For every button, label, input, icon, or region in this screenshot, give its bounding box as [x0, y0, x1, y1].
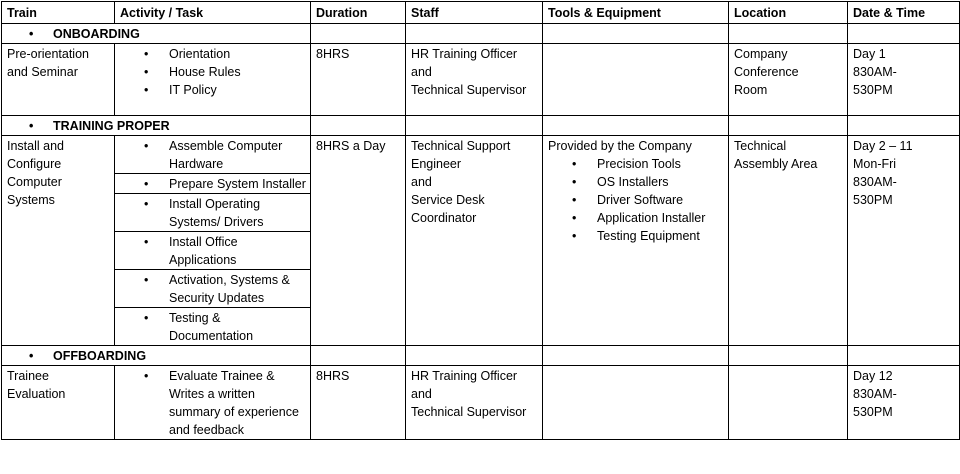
date-line: 830AM- [853, 175, 897, 189]
list-item: • Install Office Applications [120, 233, 306, 269]
section-row-offboarding [2, 346, 960, 366]
list-item: • Assemble Computer Hardware [120, 137, 306, 173]
training-plan-table [1, 1, 960, 440]
bullet-icon: • [29, 349, 34, 363]
staff-line: HR Training Officer [411, 47, 518, 61]
empty-cell [543, 24, 729, 44]
date-line: Day 1 [853, 47, 886, 61]
activity-cell [115, 366, 311, 440]
date-line: 530PM [853, 193, 893, 207]
list-item: • Activation, Systems & Security Updates [120, 271, 306, 307]
activity-cell [115, 136, 311, 174]
activity-cell [115, 232, 311, 270]
staff-line: Service Desk [411, 193, 485, 207]
location-cell [729, 44, 848, 116]
location-cell [729, 366, 848, 440]
date-time-cell [848, 136, 960, 346]
activity-list [120, 367, 306, 439]
date-line: Mon-Fri [853, 157, 897, 171]
list-item: • Prepare System Installer [120, 175, 306, 193]
bullet-icon: • [29, 119, 34, 133]
activity-cell [115, 44, 311, 116]
empty-cell [729, 346, 848, 366]
list-item: • IT Policy [120, 81, 306, 99]
staff-line: and [411, 65, 432, 79]
date-line: 530PM [853, 405, 893, 419]
staff-cell [406, 44, 543, 116]
section-title-training: • TRAINING PROPER [2, 116, 311, 136]
section-row-onboarding [2, 24, 960, 44]
empty-cell [406, 24, 543, 44]
staff-line: and [411, 387, 432, 401]
empty-cell [406, 346, 543, 366]
tools-cell [543, 366, 729, 440]
date-line: 830AM- [853, 65, 897, 79]
list-item: • Precision Tools [548, 155, 724, 173]
location-line: Technical [734, 139, 787, 153]
table-row-onboarding [2, 44, 960, 116]
date-time-cell [848, 44, 960, 116]
date-line: 830AM- [853, 387, 897, 401]
header-tools: Tools & Equipment [543, 2, 729, 24]
duration-cell: 8HRS [311, 44, 406, 116]
header-row [2, 2, 960, 24]
activity-list [120, 137, 306, 173]
header-staff: Staff [406, 2, 543, 24]
empty-cell [729, 116, 848, 136]
list-item: • Application Installer [548, 209, 724, 227]
staff-line: HR Training Officer [411, 369, 518, 383]
empty-cell [848, 346, 960, 366]
list-item: • OS Installers [548, 173, 724, 191]
list-item: • Install Operating Systems/ Drivers [120, 195, 306, 231]
tools-list [548, 155, 724, 245]
header-date-time: Date & Time [848, 2, 960, 24]
list-item: • Orientation [120, 45, 306, 63]
location-line: Assembly Area [734, 157, 818, 171]
list-item: • Testing Equipment [548, 227, 724, 245]
staff-line: Technical Support [411, 139, 511, 153]
date-line: Day 2 – 11 [853, 139, 913, 153]
bullet-icon: • [29, 27, 34, 41]
empty-cell [543, 346, 729, 366]
header-location: Location [729, 2, 848, 24]
empty-cell [311, 116, 406, 136]
location-line: Conference [734, 65, 799, 79]
empty-cell [848, 24, 960, 44]
activity-list [120, 175, 306, 193]
section-row-training [2, 116, 960, 136]
activity-list [120, 45, 306, 99]
tools-intro: Provided by the Company [548, 139, 692, 153]
table-row-training [2, 136, 960, 174]
activity-cell [115, 308, 311, 346]
date-line: Day 12 [853, 369, 893, 383]
date-line: 530PM [853, 83, 893, 97]
location-cell [729, 136, 848, 346]
empty-cell [311, 346, 406, 366]
section-title-onboarding: • ONBOARDING [2, 24, 311, 44]
date-time-cell [848, 366, 960, 440]
table-row-offboarding [2, 366, 960, 440]
header-activity: Activity / Task [115, 2, 311, 24]
activity-cell [115, 270, 311, 308]
train-cell: Install and Configure Computer Systems [2, 136, 115, 346]
staff-line: Technical Supervisor [411, 83, 527, 97]
list-item: • Driver Software [548, 191, 724, 209]
location-line: Company [734, 47, 788, 61]
activity-list [120, 195, 306, 231]
list-item: • Evaluate Trainee & Writes a written summary of experience and feedback [120, 367, 306, 439]
list-item: • Testing & Documentation [120, 309, 306, 345]
train-cell: Pre-orientation and Seminar [2, 44, 115, 116]
section-title-offboarding: • OFFBOARDING [2, 346, 311, 366]
header-duration: Duration [311, 2, 406, 24]
empty-cell [311, 24, 406, 44]
staff-line: Technical Supervisor [411, 405, 527, 419]
staff-cell [406, 366, 543, 440]
list-item: • House Rules [120, 63, 306, 81]
duration-cell: 8HRS [311, 366, 406, 440]
empty-cell [848, 116, 960, 136]
train-cell: Trainee Evaluation [2, 366, 115, 440]
empty-cell [543, 116, 729, 136]
tools-cell [543, 44, 729, 116]
empty-cell [406, 116, 543, 136]
header-train: Train [2, 2, 115, 24]
activity-cell [115, 174, 311, 194]
staff-cell [406, 136, 543, 346]
activity-list [120, 271, 306, 307]
duration-cell: 8HRS a Day [311, 136, 406, 346]
activity-cell [115, 194, 311, 232]
empty-cell [729, 24, 848, 44]
location-line: Room [734, 83, 768, 97]
activity-list [120, 233, 306, 269]
staff-line: and [411, 175, 432, 189]
staff-line: Coordinator [411, 211, 477, 225]
activity-list [120, 309, 306, 345]
tools-cell [543, 136, 729, 346]
staff-line: Engineer [411, 157, 462, 171]
